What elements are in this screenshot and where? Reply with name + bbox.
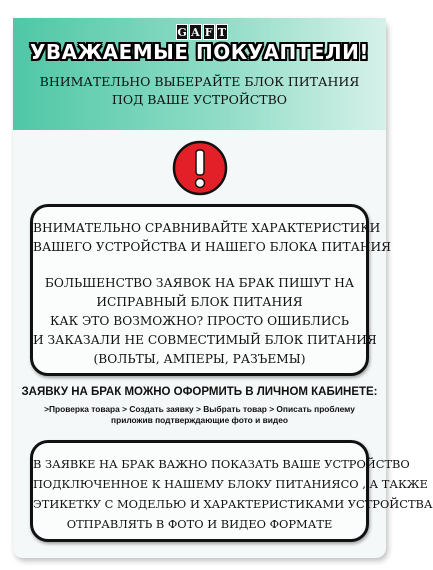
page-title: УВАЖАЕМЫЕ ПОКУАПТЕЛИ! bbox=[29, 40, 369, 64]
notice-line: КАК ЭТО ВОЗМОЖНО? ПРОСТО ОШИБЛИСЬ bbox=[50, 314, 349, 328]
claim-steps-note: приложив подтверждающие фото и видео bbox=[111, 415, 288, 425]
brand-logo bbox=[176, 24, 228, 40]
subtitle-line-2: ПОД ВАШЕ УСТРОЙСТВО bbox=[111, 92, 288, 107]
instruction-line: ОТПРАВЛЯТЬ В ФОТО И ВИДЕО ФОРМАТЕ bbox=[66, 517, 333, 531]
claim-steps: >Проверка товара > Создать заявку > Выбрать товар > Описать проблему bbox=[44, 404, 355, 414]
subtitle-line-1: ВНИМАТЕЛЬНО ВЫБЕРАЙТЕ БЛОК ПИТАНИЯ bbox=[39, 74, 360, 89]
brand-letter: T bbox=[216, 24, 228, 40]
notice-box bbox=[30, 204, 391, 376]
notice-line: БОЛЬШЕНСТВО ЗАЯВОК НА БРАК ПИШУТ НА bbox=[44, 276, 355, 290]
notice-line: (ВОЛЬТЫ, АМПЕРЫ, РАЗЪЕМЫ) bbox=[93, 352, 306, 366]
brand-letter: G bbox=[177, 26, 187, 39]
instruction-line: ПОДКЛЮЧЕННОЕ К НАШЕМУ БЛОКУ ПИТАНИЯСО , А ТАКЖЕ bbox=[33, 477, 428, 491]
notice-line: И ЗАКАЗАЛИ НЕ СОВМЕСТИМЫЙ БЛОК ПИТАНИЯ bbox=[33, 333, 377, 347]
header-banner bbox=[13, 18, 386, 130]
instruction-line: В ЗАЯВКЕ НА БРАК ВАЖНО ПОКАЗАТЬ ВАШЕ УСТРОЙСТВО bbox=[33, 457, 410, 471]
instruction-line: ЭТИКЕТКУ С МОДЕЛЬЮ И ХАРАКТЕРИСТИКАМИ УСТРОЙСТВА bbox=[33, 497, 433, 511]
brand-letter: F bbox=[203, 24, 215, 40]
exclamation-circle-icon bbox=[172, 140, 228, 196]
notice-line: ИСПРАВНЫЙ БЛОК ПИТАНИЯ bbox=[96, 295, 303, 309]
instructions-box bbox=[30, 440, 433, 542]
brand-letter: A bbox=[191, 26, 200, 39]
notice-line: ВНИМАТЕЛЬНО СРАВНИВАЙТЕ ХАРАКТЕРИСТИКИ bbox=[33, 221, 381, 235]
claim-title: ЗАЯВКУ НА БРАК МОЖНО ОФОРМИТЬ В ЛИЧНОМ КАБИНЕТЕ: bbox=[21, 386, 378, 398]
notice-line: ВАШЕГО УСТРОЙСТВА И НАШЕГО БЛОКА ПИТАНИЯ bbox=[33, 240, 391, 254]
notice-card bbox=[13, 18, 433, 558]
